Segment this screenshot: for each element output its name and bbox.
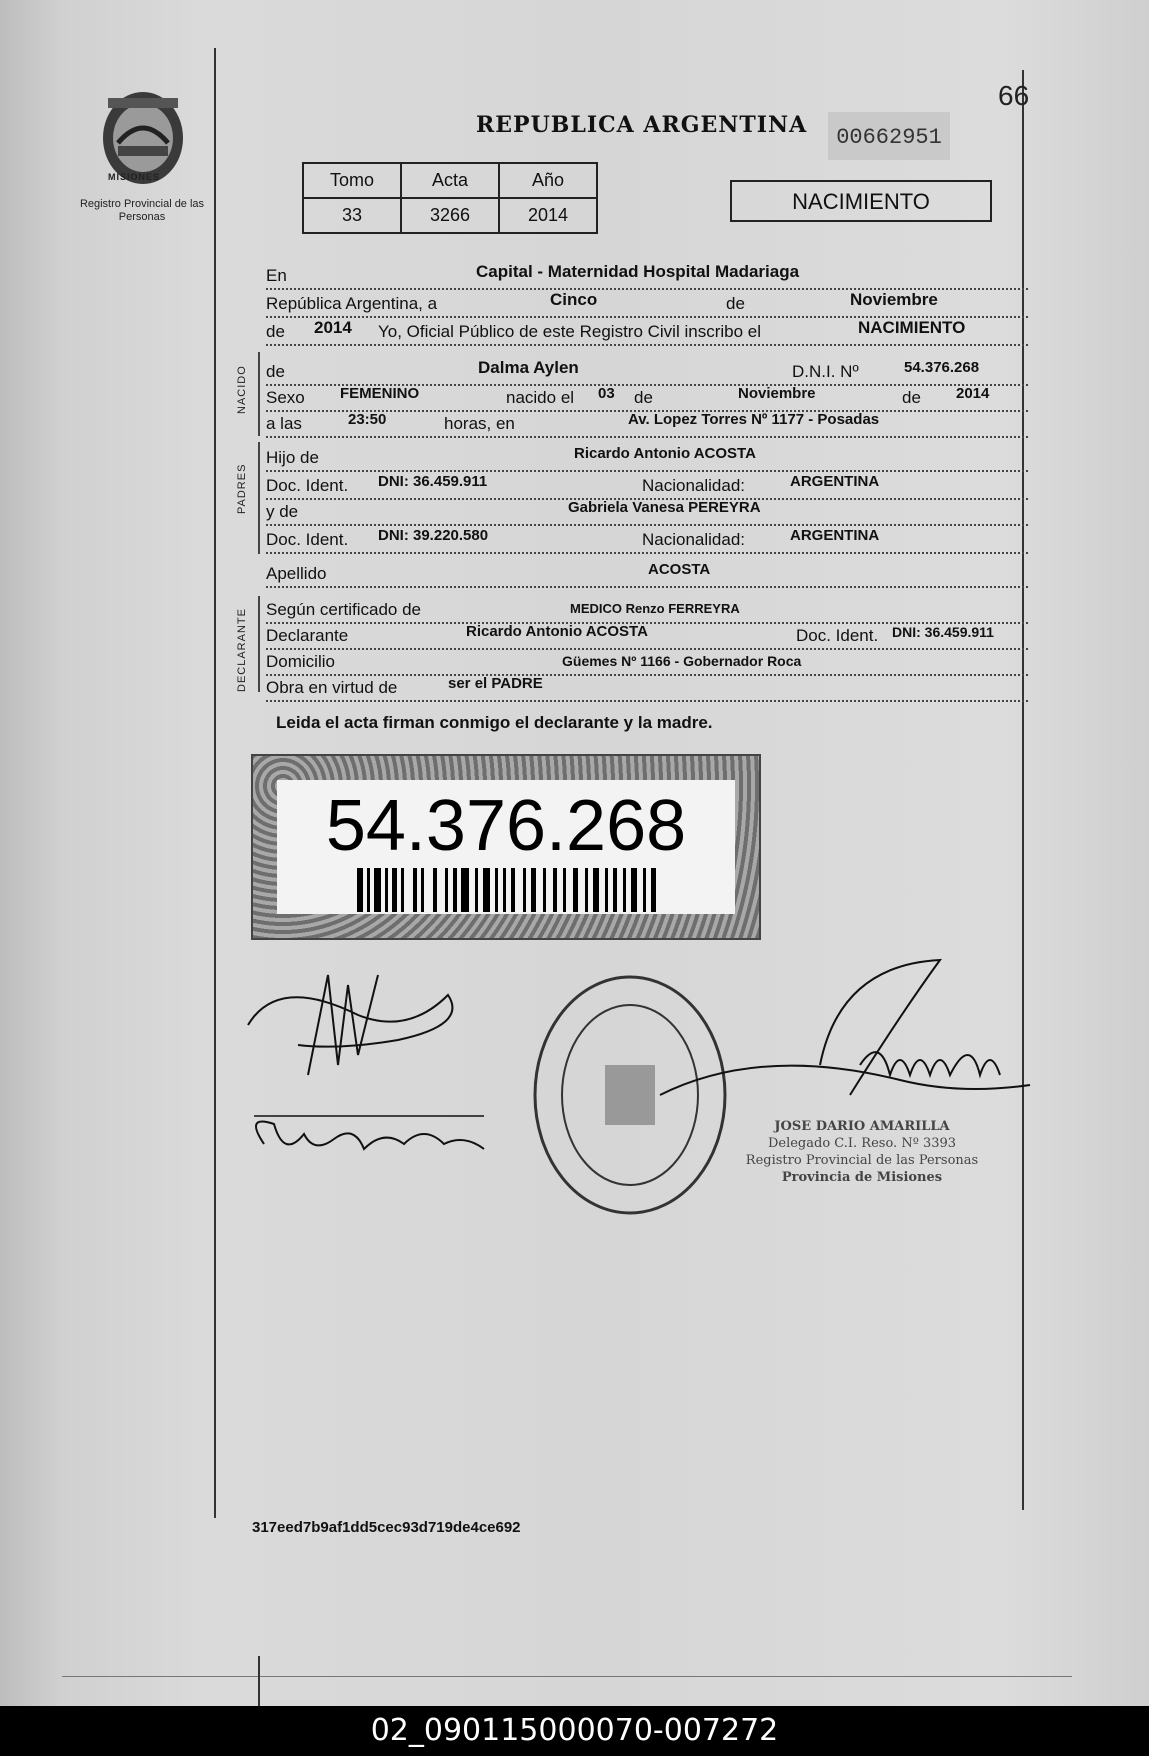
declarante-section-line bbox=[258, 596, 260, 692]
father-name: Ricardo Antonio ACOSTA bbox=[574, 445, 756, 462]
row-declarante bbox=[266, 624, 1028, 650]
record-table-header-row bbox=[303, 163, 597, 198]
father-doc-label: Doc. Ident. bbox=[266, 476, 349, 495]
child-name: Dalma Aylen bbox=[478, 358, 579, 377]
cert-value: MEDICO Renzo FERREYRA bbox=[570, 601, 740, 616]
declarante-doc-label: Doc. Ident. bbox=[796, 626, 879, 645]
officer-title: Delegado C.I. Reso. Nº 3393 bbox=[767, 1136, 957, 1151]
row-mother-doc bbox=[266, 528, 1028, 554]
de-label: de bbox=[726, 294, 745, 313]
father-doc: DNI: 36.459.911 bbox=[378, 473, 488, 490]
sexo-label: Sexo bbox=[266, 388, 305, 407]
mother-name: Gabriela Vanesa PEREYRA bbox=[568, 499, 761, 516]
horas-label: horas, en bbox=[444, 414, 515, 433]
declarante-section-label: DECLARANTE bbox=[236, 608, 248, 692]
mother-doc-label: Doc. Ident. bbox=[266, 530, 349, 549]
father-nationality-label: Nacionalidad: bbox=[642, 476, 746, 495]
month-value: Noviembre bbox=[850, 290, 938, 309]
hijo-label: Hijo de bbox=[266, 448, 319, 467]
signature-left-top-icon bbox=[238, 955, 468, 1095]
mother-nationality: ARGENTINA bbox=[790, 527, 880, 544]
dni-sticker-number: 54.376.268 bbox=[325, 786, 687, 866]
name-label: de bbox=[266, 362, 285, 381]
row-officer bbox=[266, 320, 1028, 346]
record-header-acta: Acta bbox=[401, 163, 499, 198]
obra-label: Obra en virtud de bbox=[266, 678, 398, 697]
en-label: En bbox=[266, 266, 287, 285]
republica-label: República Argentina, a bbox=[266, 294, 438, 313]
declarante-doc: DNI: 36.459.911 bbox=[892, 624, 994, 640]
footer-document-id: 02_090115000070-007272 bbox=[0, 1706, 1149, 1756]
mother-doc: DNI: 39.220.580 bbox=[378, 527, 489, 544]
record-table-value-row bbox=[303, 198, 597, 233]
apellido-value: ACOSTA bbox=[648, 561, 711, 578]
row-time-place bbox=[266, 412, 1028, 438]
declarante-name: Ricardo Antonio ACOSTA bbox=[466, 623, 648, 640]
record-header-tomo: Tomo bbox=[303, 163, 401, 198]
seal-text: MISIONES bbox=[108, 172, 161, 182]
row-obra bbox=[266, 676, 1028, 702]
dni-label: D.N.I. Nº bbox=[792, 362, 859, 381]
obra-value: ser el PADRE bbox=[448, 675, 543, 692]
nacido-section-label: NACIDO bbox=[236, 365, 248, 414]
cert-label: Según certificado de bbox=[266, 600, 421, 619]
record-value-ano: 2014 bbox=[499, 198, 597, 233]
child-dni: 54.376.268 bbox=[904, 359, 980, 376]
officer-stamp bbox=[742, 1118, 982, 1186]
dni-sticker bbox=[251, 754, 761, 940]
year-value: 2014 bbox=[314, 318, 352, 337]
registry-name: Registro Provincial de las Personas bbox=[79, 198, 205, 223]
barcode-icon bbox=[357, 868, 657, 912]
sexo-value: FEMENINO bbox=[340, 385, 420, 402]
apellido-label: Apellido bbox=[266, 564, 327, 583]
row-father bbox=[266, 446, 1028, 472]
year-prefix-label: de bbox=[266, 322, 285, 341]
page-number: 66 bbox=[998, 80, 1030, 111]
officer-name: JOSE DARIO AMARILLA bbox=[774, 1119, 950, 1134]
birth-year: 2014 bbox=[956, 385, 990, 402]
birth-day: 03 bbox=[598, 385, 615, 402]
event-value: NACIMIENTO bbox=[858, 318, 966, 337]
domicilio-label: Domicilio bbox=[266, 652, 335, 671]
declarante-label: Declarante bbox=[266, 626, 349, 645]
dni-sticker-inner bbox=[277, 780, 735, 914]
row-date bbox=[266, 292, 1028, 318]
officer-text: Yo, Oficial Público de este Registro Civil inscribo el bbox=[378, 322, 761, 341]
signature-left-bottom-icon bbox=[244, 1104, 494, 1174]
left-margin-line bbox=[214, 48, 216, 1518]
place-value: Capital - Maternidad Hospital Madariaga bbox=[476, 262, 800, 281]
record-table bbox=[302, 162, 598, 234]
padres-section-line bbox=[258, 442, 260, 554]
bottom-divider bbox=[258, 1656, 260, 1706]
birth-de-label: de bbox=[634, 388, 653, 407]
document-hash: 317eed7b9af1dd5cec93d719de4ce692 bbox=[252, 1519, 521, 1536]
time-label: a las bbox=[266, 414, 302, 433]
birth-de-label-2: de bbox=[902, 388, 921, 407]
nacido-section-line bbox=[258, 352, 260, 436]
officer-office: Registro Provincial de las Personas bbox=[745, 1153, 979, 1168]
document-title: REPUBLICA ARGENTINA bbox=[476, 112, 808, 138]
closing-statement: Leida el acta firman conmigo el declarante y la madre. bbox=[276, 713, 713, 732]
serial-number: 00662951 bbox=[828, 112, 950, 160]
record-value-tomo: 33 bbox=[303, 198, 401, 233]
birth-month: Noviembre bbox=[738, 385, 816, 402]
officer-province: Provincia de Misiones bbox=[781, 1170, 943, 1185]
record-value-acta: 3266 bbox=[401, 198, 499, 233]
birth-time: 23:50 bbox=[348, 411, 387, 428]
birth-address: Av. Lopez Torres Nº 1177 - Posadas bbox=[628, 411, 880, 428]
row-mother bbox=[266, 500, 1028, 526]
bottom-rule bbox=[62, 1676, 1072, 1677]
row-place bbox=[266, 264, 1028, 290]
day-word: Cinco bbox=[550, 290, 598, 309]
domicilio-value: Güemes Nº 1166 - Gobernador Roca bbox=[562, 653, 802, 669]
father-nationality: ARGENTINA bbox=[790, 473, 880, 490]
padres-section-label: PADRES bbox=[236, 463, 248, 514]
y-de-label: y de bbox=[266, 502, 299, 521]
record-header-ano: Año bbox=[499, 163, 597, 198]
nacido-label: nacido el bbox=[506, 388, 575, 407]
mother-nationality-label: Nacionalidad: bbox=[642, 530, 746, 549]
row-apellido bbox=[266, 562, 1028, 588]
document-type-box: NACIMIENTO bbox=[730, 180, 992, 222]
row-domicilio bbox=[266, 650, 1028, 676]
